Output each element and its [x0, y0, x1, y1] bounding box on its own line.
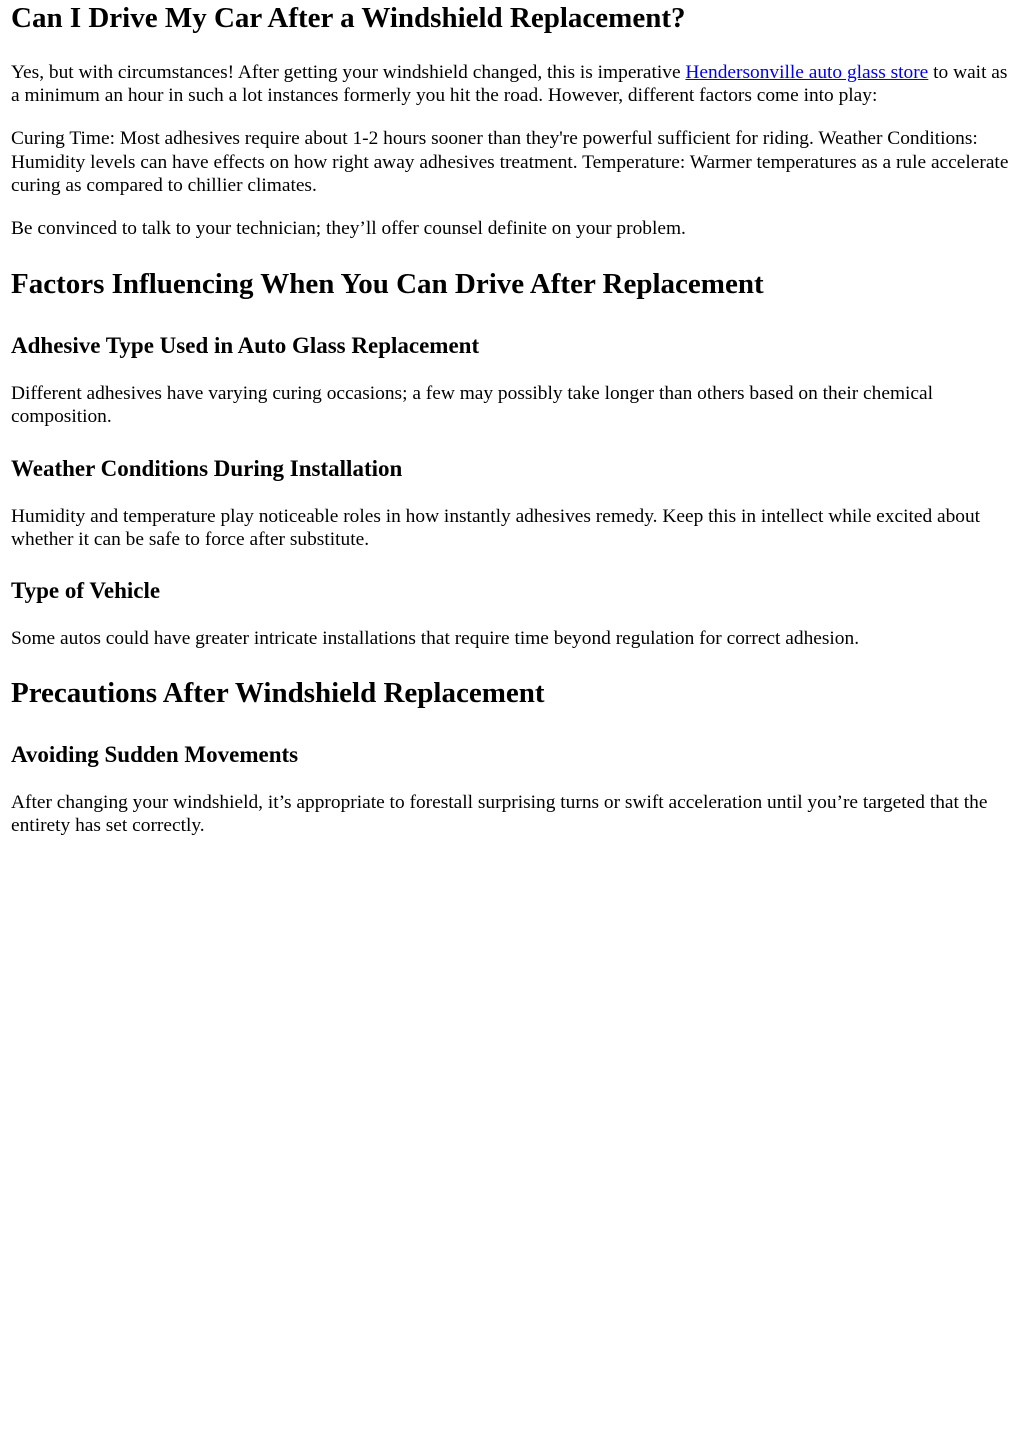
curing-paragraph: Curing Time: Most adhesives require about 1-2 hours sooner than they're powerful sufficient for riding. Weather Conditions: Humidity levels can have effects on how right away adhesives treatment. Temperature: Warmer temperatures as a rule accelerate curing as compared to chillier climates. [11, 128, 1009, 196]
page-title: Can I Drive My Car After a Windshield Replacement? [11, 2, 686, 34]
sudden-movements-heading: Avoiding Sudden Movements [11, 742, 299, 768]
weather-conditions-paragraph: Humidity and temperature play noticeable roles in how instantly adhesives remedy. Keep this in intellect while excited about whether it can be safe to force after substitute. [11, 505, 981, 550]
vehicle-type-paragraph: Some autos could have greater intricate installations that require time beyond regulation for correct adhesion. [11, 628, 860, 650]
technician-paragraph: Be convinced to talk to your technician; they’ll offer counsel definite on your problem. [11, 218, 686, 240]
weather-conditions-heading: Weather Conditions During Installation [11, 455, 403, 481]
adhesive-type-heading: Adhesive Type Used in Auto Glass Replacement [11, 333, 480, 359]
vehicle-type-heading: Type of Vehicle [11, 578, 161, 604]
intro-text-after: to wait as a minimum an hour in such a lot instances formerly you hit the road. However, different factors come into play: [11, 62, 1008, 107]
sudden-movements-paragraph: After changing your windshield, it’s appropriate to forestall surprising turns or swift acceleration until you’re targeted that the entirety has set correctly. [11, 792, 988, 837]
adhesive-type-paragraph: Different adhesives have varying curing occasions; a few may possibly take longer than others based on their chemical composition. [11, 383, 934, 428]
factors-heading: Factors Influencing When You Can Drive After Replacement [11, 268, 764, 301]
intro-paragraph [11, 61, 1013, 107]
hendersonville-auto-glass-link[interactable]: Hendersonville auto glass store [685, 62, 929, 83]
precautions-heading: Precautions After Windshield Replacement [11, 677, 545, 710]
intro-text-before: Yes, but with circumstances! After getting your windshield changed, this is imperative [11, 62, 686, 83]
